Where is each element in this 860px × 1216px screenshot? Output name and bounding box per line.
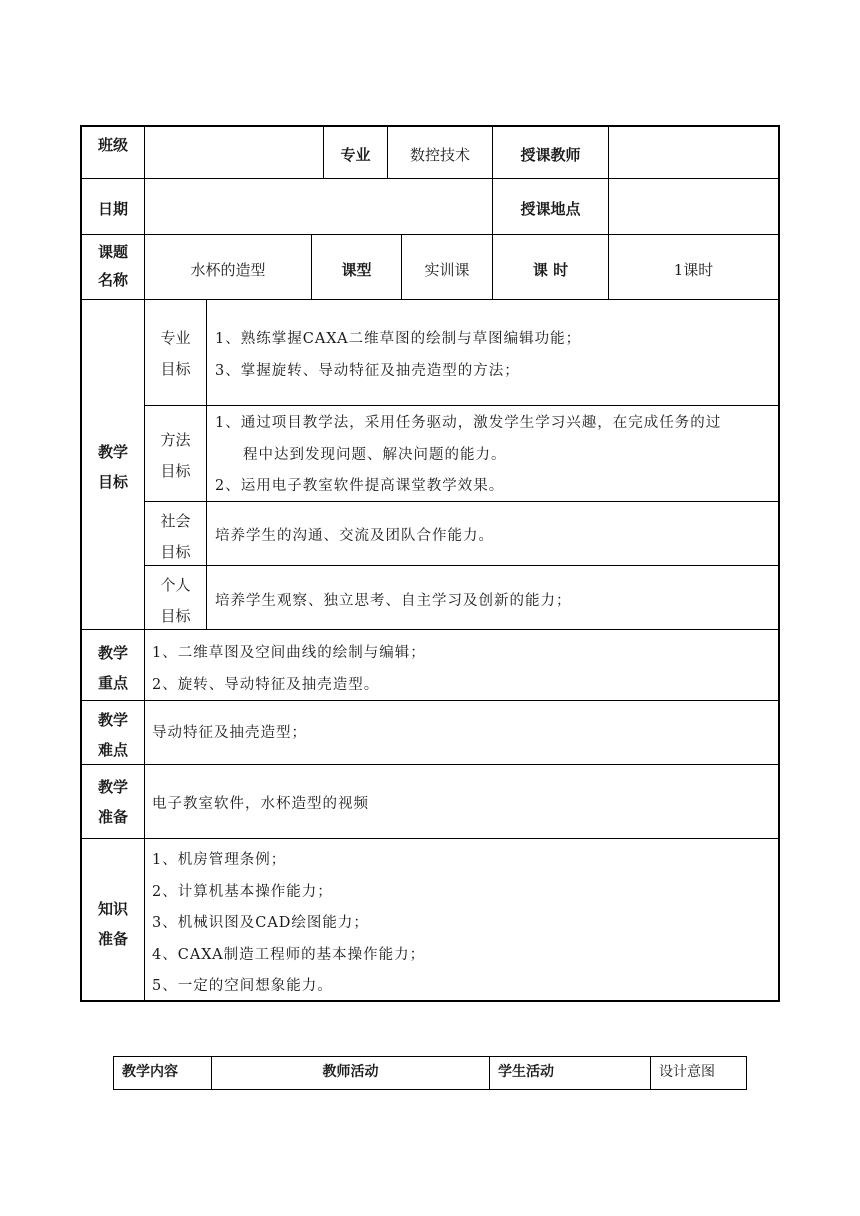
knowledge-line: 3、机械识图及CAD绘图能力； — [152, 915, 369, 931]
major-value: 数控技术 — [409, 146, 470, 164]
objectives-label-line-2: 目标 — [97, 473, 128, 491]
key-point-line: 2、旋转、导动特征及抽壳造型。 — [152, 676, 380, 693]
objective-name-method-1: 方法 — [160, 431, 191, 449]
key-points-label-1: 教学 — [97, 644, 128, 662]
knowledge-line: 2、计算机基本操作能力； — [152, 883, 333, 900]
difficulties-label-2: 难点 — [97, 741, 128, 759]
col-teacher-activity: 教师活动 — [322, 1064, 379, 1080]
objective-name-personal-1: 个人 — [160, 576, 191, 594]
objective-line: 3、掌握旋转、导动特征及抽壳造型的方法； — [215, 362, 520, 379]
preparation-label — [82, 772, 144, 832]
knowledge-label-2: 准备 — [97, 930, 128, 948]
difficulty-line: 导动特征及抽壳造型； — [152, 725, 307, 741]
key-points-text — [152, 638, 772, 701]
objective-name-method — [145, 425, 206, 487]
hours-label: 课 时 — [532, 261, 569, 279]
col-teaching-content: 教学内容 — [122, 1064, 178, 1080]
date-label: 日期 — [97, 200, 128, 218]
objective-name-personal-2: 目标 — [160, 607, 191, 625]
objective-name-professional-2: 目标 — [160, 360, 191, 378]
major-label: 专业 — [340, 146, 371, 164]
objective-name-social-2: 目标 — [160, 543, 191, 561]
class-label: 班级 — [97, 136, 128, 154]
objective-line: 培养学生的沟通、交流及团队合作能力。 — [215, 528, 494, 544]
col-design-intent: 设计意图 — [659, 1064, 715, 1080]
objective-name-social — [145, 506, 206, 568]
objective-name-social-1: 社会 — [160, 512, 191, 530]
objective-line: 1、熟练掌握CAXA二维草图的绘制与草图编辑功能； — [215, 331, 582, 347]
objective-text-personal — [215, 586, 775, 618]
objective-line: 2、运用电子教室软件提高课堂教学效果。 — [215, 478, 505, 494]
objectives-label — [82, 437, 144, 497]
hours-value: 1课时 — [673, 261, 714, 279]
objective-text-social — [215, 521, 775, 553]
objective-name-professional-1: 专业 — [160, 329, 191, 347]
location-label: 授课地点 — [520, 200, 581, 218]
teacher-label: 授课教师 — [520, 146, 581, 164]
objective-text-method — [215, 408, 777, 503]
topic-label-line-1: 课题 — [97, 243, 128, 261]
topic-label — [82, 238, 144, 294]
knowledge-line: 4、CAXA制造工程师的基本操作能力； — [152, 946, 426, 963]
knowledge-label-1: 知识 — [97, 900, 128, 918]
col-student-activity: 学生活动 — [498, 1064, 554, 1080]
preparation-line: 电子教室软件，水杯造型的视频 — [152, 796, 369, 812]
objective-name-method-2: 目标 — [160, 462, 191, 480]
preparation-label-1: 教学 — [97, 778, 128, 796]
key-points-label-2: 重点 — [97, 674, 128, 692]
objective-name-professional — [145, 323, 206, 385]
objectives-label-line-1: 教学 — [97, 443, 128, 461]
topic-label-line-2: 名称 — [97, 271, 128, 289]
topic-value: 水杯的造型 — [190, 261, 266, 279]
difficulties-label-1: 教学 — [97, 711, 128, 729]
knowledge-line: 5、一定的空间想象能力。 — [152, 978, 333, 994]
objective-line: 1、通过项目教学法，采用任务驱动，激发学生学习兴趣，在完成任务的过 — [215, 415, 722, 431]
objective-line: 程中达到发现问题、解决问题的能力。 — [243, 446, 507, 463]
preparation-text — [152, 789, 772, 821]
lesson-type-value: 实训课 — [424, 261, 470, 279]
difficulties-label — [82, 705, 144, 765]
objective-name-personal — [145, 570, 206, 632]
key-points-label — [82, 638, 144, 698]
objective-text-professional — [215, 324, 775, 387]
knowledge-line: 1、机房管理条例； — [152, 852, 287, 868]
lesson-type-label: 课型 — [341, 261, 372, 279]
key-point-line: 1、二维草图及空间曲线的绘制与编辑； — [152, 645, 426, 661]
objective-line: 培养学生观察、独立思考、自主学习及创新的能力； — [215, 593, 572, 609]
knowledge-label — [82, 894, 144, 954]
preparation-label-2: 准备 — [97, 808, 128, 826]
knowledge-text — [152, 845, 772, 1003]
difficulties-text — [152, 718, 772, 750]
